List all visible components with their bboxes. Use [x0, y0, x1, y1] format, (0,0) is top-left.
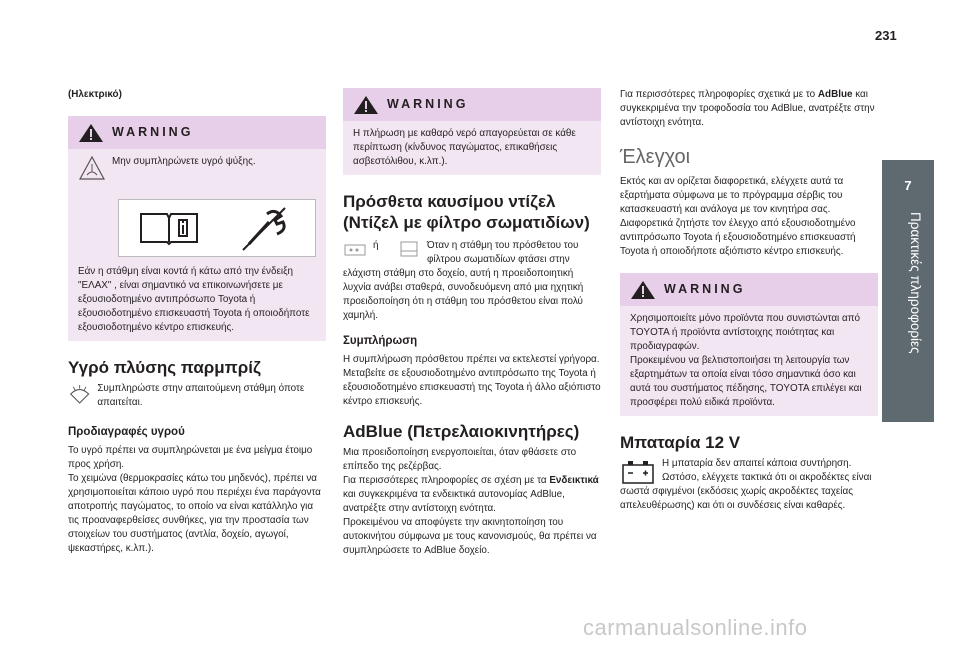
- washer-text: Συμπληρώστε στην απαιτούμενη στάθμη όποτε απαιτείται.: [97, 383, 305, 408]
- warning-box-1: [68, 116, 326, 341]
- warning-label: WARNING: [112, 125, 194, 139]
- column-1: [68, 88, 326, 556]
- battery-heading: Μπαταρία 12 V: [620, 433, 741, 452]
- warning-body: Εάν η στάθμη είναι κοντά ή κάτω από την ένδειξη "ΕΛΑΧ" , είναι σημαντικό να επικοινωνήσετε με εξουσιοδοτημένο αντιπρόσωπο Toyota ή εξουσιοδοτημένο επισκευαστή Toyota ή οποιοδήποτε εξουσιοδοτημένο κέντρο επισκευής.: [78, 266, 310, 333]
- washer-heading: Υγρό πλύσης παρμπρίζ: [68, 358, 261, 377]
- warning-triangle-icon: [630, 280, 656, 300]
- manual-icon-box: [118, 199, 316, 257]
- additive-level-icon: [397, 239, 421, 259]
- chapter-number: 7: [904, 178, 912, 193]
- chapter-title: Πρακτικές πληροφορίες: [908, 212, 923, 354]
- adblue-intro-start: Για περισσότερες πληροφορίες σχετικά με το: [620, 89, 816, 100]
- adblue-intro-end: και συγκεκριμένα την τροφοδοσία του AdBlue, ανατρέξτε στην αντίστοιχη ενότητα.: [620, 89, 875, 128]
- warning-triangle-icon: [353, 95, 379, 115]
- diesel-additive-heading: Πρόσθετα καυσίμου ντίζελ (Ντίζελ με φίλτρο σωματιδίων): [343, 192, 590, 232]
- battery-text: σωστά σφιγμένοι (εκδόσεις χωρίς ακροδέκτες ταχείας απελευθέρωσης) και ότι οι συνδέσεις είναι καθαρές.: [620, 486, 853, 511]
- warning-body: Η πλήρωση με καθαρό νερό απαγορεύεται σε κάθε περίπτωση (κίνδυνος παγώματος, επικαθήσεις ασβεστόλιθου, κ.λπ.).: [353, 128, 576, 167]
- warning-box-2: [343, 88, 601, 175]
- diesel-text-indent: Όταν η στάθμη του πρόσθετου του φίλτρου σωματιδίων φτάσει στην: [427, 240, 579, 265]
- coolant-icon: [78, 155, 106, 183]
- spec-heading: Προδιαγραφές υγρού: [68, 426, 185, 438]
- warning-label: WARNING: [664, 282, 746, 296]
- particle-filter-icon: [343, 239, 367, 259]
- adblue-paragraph-2: [343, 474, 601, 516]
- refill-heading: Συμπλήρωση: [343, 335, 418, 347]
- electric-label: (Ηλεκτρικό): [68, 89, 122, 100]
- checks-text: Εκτός και αν ορίζεται διαφορετικά, ελέγχετε αυτά τα εξαρτήματα σύμφωνα με το πρόγραμμα σέρβις του κατασκευαστή και ανάλογα με τον κινητήρα σας. Διαφορετικά ζητήστε τον έλεγχο από εξουσιοδοτημένο αντιπρόσωπο Toyota ή εξουσιοδοτημένο επισκευαστή Toyota ή οποιοδήποτε αξιόπιστο κέντρο επισκευής.: [620, 176, 856, 257]
- indicators-link-text: Ενδεικτικά: [549, 475, 599, 486]
- page-number: 231: [875, 28, 897, 43]
- warning-intro: Μην συμπληρώνετε υγρό ψύξης.: [112, 156, 256, 167]
- checks-heading: Έλεγχοι: [620, 146, 691, 168]
- column-2: [343, 88, 601, 558]
- adblue-intro: [620, 88, 878, 130]
- or-text: ή: [373, 240, 379, 251]
- adblue-p2-end: και συγκεκριμένα τα ενδεικτικά αυτονομίας AdBlue, ανατρέξτε στην αντίστοιχη ενότητα.: [343, 489, 565, 514]
- spec-paragraph-2: Το χειμώνα (θερμοκρασίες κάτω του μηδενός), πρέπει να χρησιμοποιείται κάποιο υγρό που περιέχει ένα παράγοντα αποτροπής παγώματος, το οποίο να είναι κατάλληλο για τις προαναφερθείσες συνθήκες, για την προστασία των στοιχείων του συστήματος (αντλία, δοχείο, αγωγοί, ψεκαστήρες, κ.λπ.).: [68, 473, 321, 554]
- column-3: [620, 88, 878, 513]
- adblue-term: AdBlue: [817, 89, 853, 100]
- adblue-p2-start: Για περισσότερες πληροφορίες σε σχέση με τα: [343, 475, 547, 486]
- warning-header: [68, 116, 326, 149]
- watermark: carmanualsonline.info: [583, 615, 808, 640]
- refill-paragraph-2: Μεταβείτε σε εξουσιοδοτημένο αντιπρόσωπο της Toyota ή εξουσιοδοτημένο επισκευαστή της Toyota ή άλλο αξιόπιστο κέντρο επισκευής.: [343, 368, 601, 407]
- washer-fluid-icon: [68, 382, 91, 406]
- manual-book-icon: [139, 210, 199, 246]
- adblue-paragraph-1: Μια προειδοποίηση ενεργοποιείται, όταν φθάσετε στο επίπεδο της ρεζέρβας.: [343, 447, 577, 472]
- warning-header: [343, 88, 601, 121]
- battery-icon: [620, 457, 656, 485]
- warning-triangle-icon: [78, 123, 104, 143]
- warning-paragraph-2: Προκειμένου να βελτιστοποιήσει τη λειτουργία των εξαρτημάτων τα οποία είναι τόσο σημαντικά όσο και αυτά του συστήματος πέδησης, TOYOTA επιλέγει και προσφέρει πολύ ειδικά προϊόντα.: [630, 355, 862, 408]
- battery-text-indent: Η μπαταρία δεν απαιτεί κάποια συντήρηση. Ωστόσο, ελέγχετε τακτικά ότι οι ακροδέκτες είναι: [662, 458, 872, 483]
- no-tools-icon: [239, 204, 289, 252]
- adblue-heading: AdBlue (Πετρελαιοκινητήρες): [343, 422, 580, 441]
- spec-paragraph-1: Το υγρό πρέπει να συμπληρώνεται με ένα μείγμα έτοιμο προς χρήση.: [68, 445, 313, 470]
- adblue-paragraph-3: Προκειμένου να αποφύγετε την ακινητοποίηση του αυτοκινήτου σύμφωνα με τους κανονισμούς, θα πρέπει να συμπληρώσετε το AdBlue δοχείο.: [343, 517, 597, 556]
- warning-box-3: [620, 273, 878, 416]
- warning-header: [620, 273, 878, 306]
- diesel-text: ελάχιστη στάθμη στο δοχείο, αυτή η προειδοποιητική λυχνία ανάβει σταθερά, συνοδευόμενη από μια ηχητική προειδοποίηση ότι η στάθμη του πρόσθετου είναι πολύ χαμηλή.: [343, 268, 584, 321]
- warning-label: WARNING: [387, 97, 469, 111]
- warning-paragraph-1: Χρησιμοποιείτε μόνο προϊόντα που συνιστώνται από TOYOTA ή προϊόντα αντίστοιχης ποιότητας και προδιαγραφών.: [630, 313, 861, 352]
- refill-paragraph-1: Η συμπλήρωση πρόσθετου πρέπει να εκτελεστεί γρήγορα.: [343, 354, 600, 365]
